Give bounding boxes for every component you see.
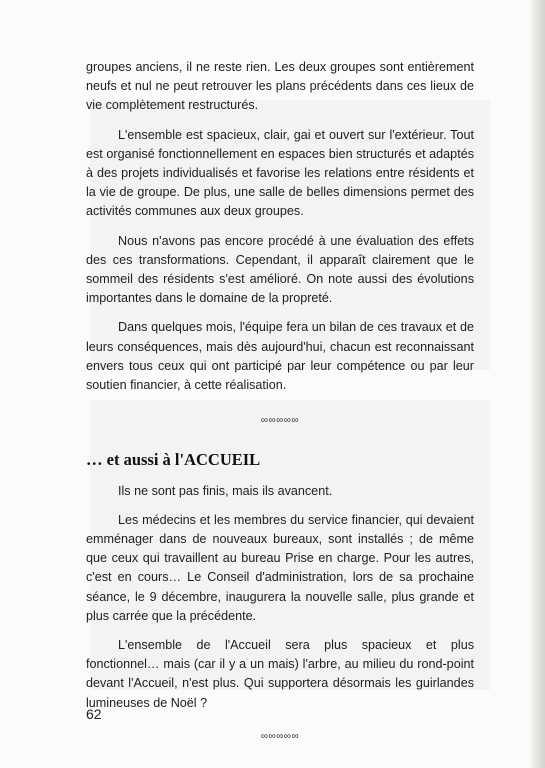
separator-ornament: ∞∞∞∞∞ — [260, 415, 300, 427]
paragraph: Les médecins et les membres du service financier, qui devaient emménager dans de nouveaux bureaux, sont installés ; de même que ceux qui travaillent au bureau Prise en charge. Pour les autres, c'est en cours… Le Conseil d'administration, lors de sa prochaine séance, le 9 décembre, inaugurera la nouvelle salle, plus grande et plus carrée que la précédente. — [86, 512, 474, 623]
paragraph: Ils ne sont pas finis, mais ils avancent. — [118, 483, 333, 498]
paragraph: Nous n'avons pas encore procédé à une évaluation des effets des ces transformations. Cependant, il apparaît clairement que le sommeil des résidents s'est amélioré. On note aussi des évolutions importantes dans le domaine de la propreté. — [86, 233, 474, 306]
page-edge-shadow — [531, 0, 545, 768]
paragraph: L'ensemble est spacieux, clair, gai et ouvert sur l'extérieur. Tout est organisé fonctionnellement en espaces bien structurés et adaptés à des projets individualisés et favorise les relations entre résidents et la vie de groupe. De plus, une salle de belles dimensions permet des activités communes aux deux groupes. — [86, 127, 474, 219]
paragraph: Dans quelques mois, l'équipe fera un bilan de ces travaux et de leurs conséquences, mais dès aujourd'hui, chacun est reconnaissant envers tous ceux qui ont participé par leur compétence ou par leur soutien financier, à cette réalisation. — [86, 320, 474, 393]
separator-ornament: ∞∞∞∞∞ — [260, 730, 300, 742]
page-body — [86, 58, 474, 766]
page-number: 62 — [86, 706, 102, 722]
section-heading: … et aussi à l'ACCUEIL — [86, 450, 261, 470]
paragraph: L'ensemble de l'Accueil sera plus spacieux et plus fonctionnel… mais (car il y a un mais) l'arbre, au milieu du rond-point devant l'Accueil, n'est plus. Qui supportera désormais les guirlandes lumineuses de Noël ? — [86, 638, 474, 710]
paragraph: groupes anciens, il ne reste rien. Les deux groupes sont entièrement neufs et nul ne peut retrouver les plans précédents dans ces lieux de vie complètement restructurés. — [86, 60, 474, 113]
